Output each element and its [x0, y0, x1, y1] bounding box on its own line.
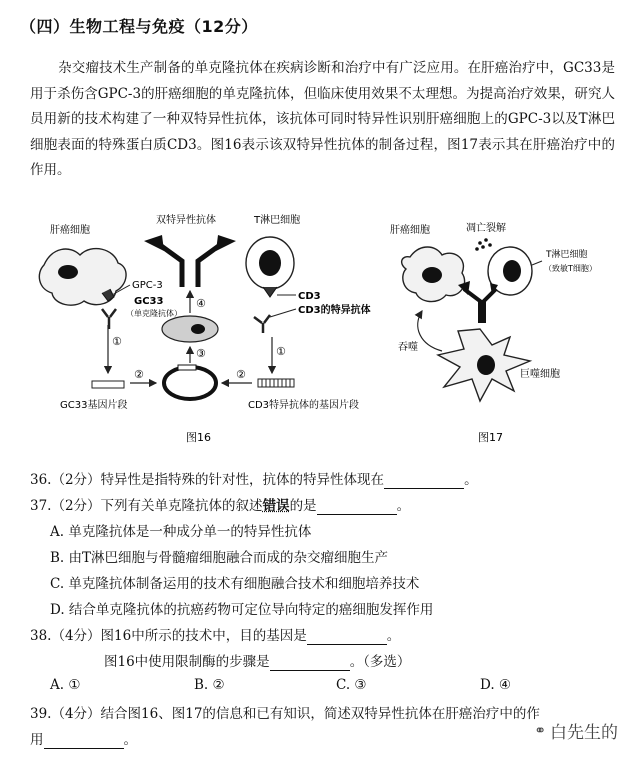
plasmid: [164, 367, 216, 399]
q38-option-d: D. ④: [480, 677, 512, 693]
step2-left: ②: [134, 368, 144, 381]
label-gc33: GC33: [134, 296, 164, 307]
wechat-icon: ⚭: [534, 722, 546, 739]
label-t-cell: T淋巴细胞: [254, 215, 301, 226]
q38-answer-blank[interactable]: [307, 628, 387, 645]
label-cd3-gene: CD3特异抗体的基因片段: [248, 400, 360, 411]
q37-answer-blank[interactable]: [317, 498, 397, 515]
label-apoptosis: 凋亡裂解: [466, 223, 506, 234]
section-title: （四）生物工程与免疫（12分）: [20, 17, 258, 36]
label-f17-t-cell: T淋巴细胞: [546, 250, 588, 260]
watermark: ⚭ 白先生的: [534, 722, 618, 743]
fig17-caption: 图17: [478, 431, 503, 444]
cd3-receptor: [263, 287, 277, 297]
q39-answer-blank[interactable]: [44, 732, 124, 749]
question-39: 39.（4分）结合图16、图17的信息和已有知识，简述双特异性抗体在肝癌治疗中的作: [30, 706, 540, 722]
macrophage-nucleus: [477, 355, 495, 375]
step2-right: ②: [236, 368, 246, 381]
engineered-cell: [162, 316, 218, 342]
q38-sub-answer-blank[interactable]: [270, 654, 350, 671]
label-liver-cell: 肝癌细胞: [50, 225, 90, 236]
label-bispecific: 双特异性抗体: [156, 215, 216, 226]
question-36: 36.（2分）特异性是指特殊的针对性，抗体的特异性体现在 。: [30, 472, 478, 488]
bispecific-arm-left: [144, 235, 164, 251]
label-engulf: 吞噬: [398, 342, 418, 353]
fig16-caption: 图16: [186, 431, 211, 444]
step1-left: ①: [112, 335, 122, 348]
label-f17-t-cell-sub: （致敏T细胞）: [544, 264, 597, 273]
step4: ④: [196, 297, 206, 310]
question-38-sub: 图16中使用限制酶的步骤是 。（多选）: [104, 654, 411, 670]
cd3-antibody: [254, 315, 270, 333]
f17-bispecific-antibody: [464, 289, 496, 323]
label-gpc3: GPC-3: [132, 280, 163, 291]
label-f17-liver-cell: 肝癌细胞: [390, 225, 430, 236]
q38-option-c: C. ③: [336, 677, 367, 693]
figure-16: [30, 205, 380, 450]
q37-emphasis: 错误: [262, 498, 290, 514]
q37-option-c: C. 单克隆抗体制备运用的技术有细胞融合技术和细胞培养技术: [50, 576, 420, 592]
cd3-gene-fragment: [258, 379, 294, 387]
q37-option-d: D. 结合单克隆抗体的抗癌药物可定位导向特定的癌细胞发挥作用: [50, 602, 434, 618]
step3: ③: [196, 347, 206, 360]
bispecific-arm-right: [216, 235, 236, 251]
apoptosis-fragments: [475, 238, 492, 251]
question-37: 37.（2分）下列有关单克隆抗体的叙述错误的是 。: [30, 498, 411, 514]
bispecific-antibody: [160, 245, 220, 287]
gc33-antibody: [102, 309, 116, 329]
label-gc33-sub: （单克隆抗体）: [126, 309, 182, 318]
label-cd3: CD3: [298, 291, 321, 302]
engulf-arrow: [418, 311, 442, 351]
f17-liver-nucleus: [422, 267, 442, 283]
intro-text: 杂交瘤技术生产制备的单克隆抗体在疾病诊断和治疗中有广泛应用。在肝癌治疗中，GC33是用于杀伤含GPC-3的肝癌细胞的单克隆抗体，但临床使用效果不太理想。为提高治疗效果，研究人员用新的技术构建了一种双特异性抗体，该抗体可同时特异性识别肝癌细胞上的GPC-3以及T淋巴细胞表面的特殊蛋白质CD3。图16表示该双特异性抗体的制备过程，图17表示其在肝癌治疗中的作用。: [30, 60, 615, 178]
label-gc33-gene: GC33基因片段: [60, 400, 128, 411]
question-39-cont: 用 。: [30, 732, 137, 748]
intro-paragraph: [30, 56, 615, 184]
question-38: 38.（4分）图16中所示的技术中，目的基因是 。: [30, 628, 401, 644]
q36-answer-blank[interactable]: [384, 472, 464, 489]
q38-option-b: B. ②: [194, 677, 225, 693]
label-cd3-antibody: CD3的特异抗体: [298, 305, 371, 316]
label-macrophage: 巨噬细胞: [520, 369, 560, 380]
step1-right: ①: [276, 345, 286, 358]
q38-option-a: A. ①: [50, 677, 81, 693]
liver-cell-nucleus: [58, 265, 78, 279]
gc33-gene-fragment: [92, 381, 124, 388]
q37-option-a: A. 单克隆抗体是一种成分单一的特异性抗体: [50, 524, 312, 540]
q37-option-b: B. 由T淋巴细胞与骨髓瘤细胞融合而成的杂交瘤细胞生产: [50, 550, 389, 566]
figure-17: [380, 205, 620, 450]
